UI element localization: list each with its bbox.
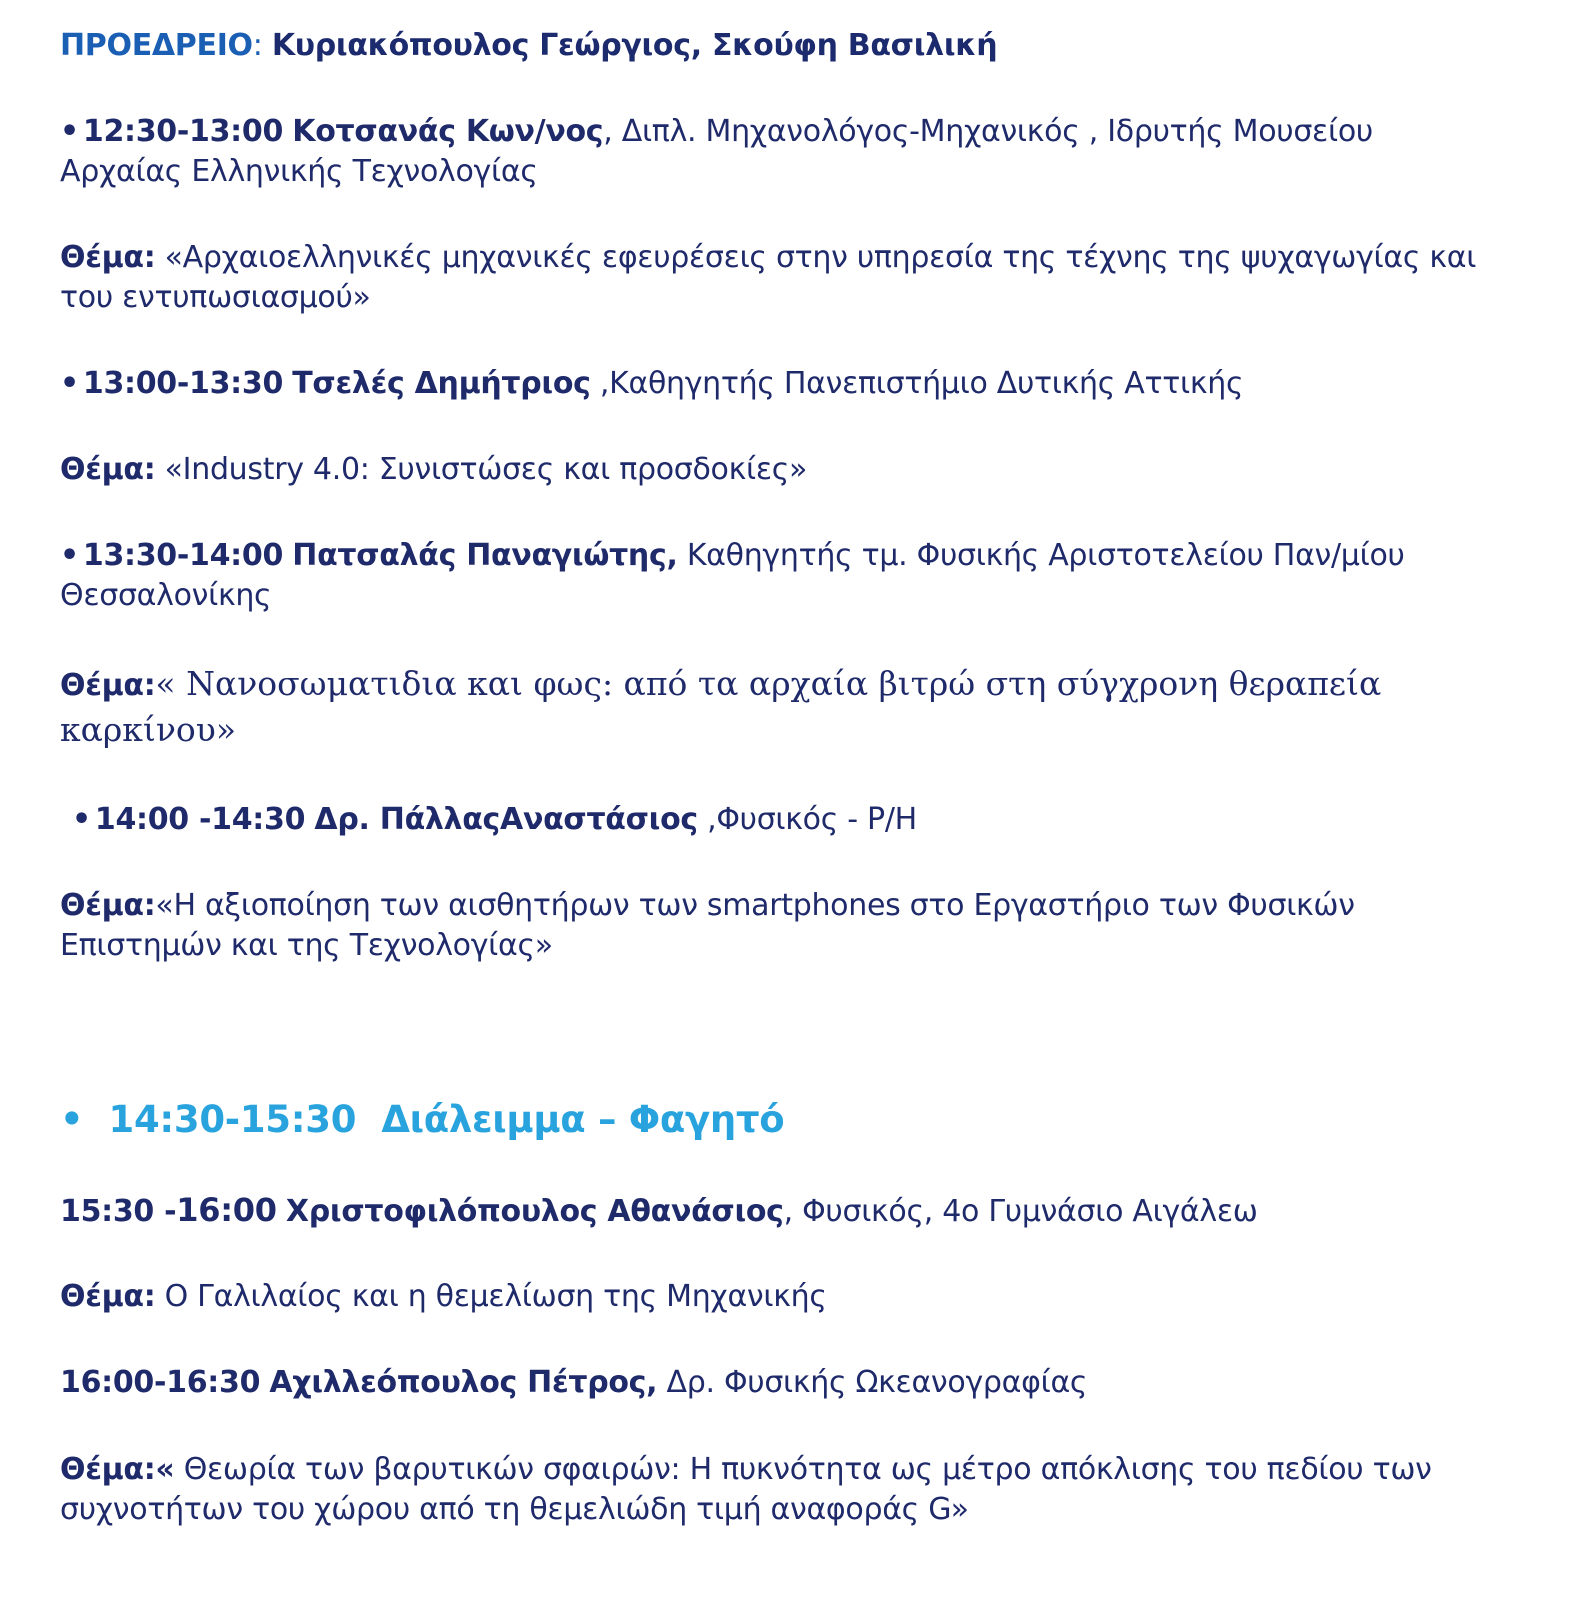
talk-3-topic-text: « Νανοσωματιδια και φως: από τα αρχαία βιτρώ στη σύγχρονη θεραπεία [155,664,1382,703]
afternoon-talk-2-topic-cont: συχνοτήτων του χώρου από τη θεμελιώδη τιμή αναφοράς G» [60,1492,969,1527]
topic-label: Θέμα: [60,452,156,487]
talk-2-affiliation: ,Καθηγητής Πανεπιστήμιο Δυτικής Αττικής [590,366,1244,401]
topic-label: Θέμα: [60,1279,156,1314]
talk-4-time: 14:00 -14:30 [94,802,306,837]
afternoon-talk-2-affiliation: Δρ. Φυσικής Ωκεανογραφίας [657,1365,1088,1400]
afternoon-talk-1-speaker: Χριστοφιλόπουλος Αθανάσιος [285,1194,784,1229]
talk-2-topic [60,450,807,490]
talk-1-affiliation-cont: Αρχαίας Ελληνικής Τεχνολογίας [60,154,538,189]
talk-4-affiliation: ,Φυσικός - Ρ/Η [697,802,917,837]
afternoon-talk-1-time-end: 16:00 [176,1191,277,1229]
talk-2-speaker: Τσελές Δημήτριος [292,366,591,401]
talk-4-topic-text: «Η αξιοποίηση των αισθητήρων των smartphones στο Εργαστήριο των Φυσικών [155,888,1355,923]
presidium-line [60,26,997,66]
afternoon-talk-2-time: 16:00-16:30 [60,1365,261,1400]
bullet-icon: • [60,538,79,573]
talk-3-header [60,536,1405,576]
talk-3-time: 13:30-14:00 [82,538,284,573]
talk-3-topic-cont: καρκίνου» [60,710,237,749]
talk-2-header [60,364,1243,404]
bullet-icon: • [60,1098,84,1141]
topic-label: Θέμα:« [60,1452,175,1487]
afternoon-talk-1-header [60,1190,1258,1232]
presidium-names: Κυριακόπουλος Γεώργιος, Σκούφη Βασιλική [271,28,998,63]
bullet-icon: • [60,366,79,401]
talk-3-affiliation: Καθηγητής τμ. Φυσικής Αριστοτελείου Παν/μίου [677,538,1405,573]
talk-1-affiliation: , Διπλ. Μηχανολόγος-Μηχανικός , Ιδρυτής Μουσείου [603,114,1373,149]
talk-4-speaker: Δρ. ΠάλλαςΑναστάσιος [314,802,698,837]
talk-1-topic-text: «Αρχαιοελληνικές μηχανικές εφευρέσεις στην υπηρεσία της τέχνης της ψυχαγωγίας και [155,240,1477,275]
talk-4-topic [60,886,1355,926]
afternoon-talk-2-topic [60,1450,1432,1490]
presidium-label: ΠΡΟΕΔΡΕΙΟ [60,28,253,63]
afternoon-talk-1-time-start: 15:30 - [60,1194,177,1229]
talk-1-topic-cont: του εντυπωσιασμού» [60,280,371,315]
break-label: Διάλειμμα – Φαγητό [381,1098,785,1141]
talk-1-speaker: Κοτσανάς Κων/νος [292,114,604,149]
afternoon-talk-2-topic-text: Θεωρία των βαρυτικών σφαιρών: Η πυκνότητα ως μέτρο απόκλισης του πεδίου των [174,1452,1432,1487]
talk-2-time: 13:00-13:30 [82,366,284,401]
talk-1-header [60,112,1373,152]
talk-1-time: 12:30-13:00 [82,114,284,149]
talk-3-topic [60,664,1381,706]
presidium-colon: : [252,28,272,63]
talk-3-affiliation-cont: Θεσσαλονίκης [60,578,272,613]
talk-3-speaker: Πατσαλάς Παναγιώτης, [292,538,678,573]
topic-label: Θέμα: [60,240,156,275]
bullet-icon: • [72,802,91,837]
talk-2-topic-text: «Industry 4.0: Συνιστώσες και προσδοκίες» [155,452,808,487]
lunch-break-line [60,1097,784,1143]
break-time: 14:30-15:30 [108,1098,357,1141]
talk-4-topic-cont: Επιστημών και της Τεχνολογίας» [60,928,553,963]
afternoon-talk-1-topic-text: Ο Γαλιλαίος και η θεμελίωση της Μηχανικής [155,1279,827,1314]
bullet-icon: • [60,114,79,149]
talk-4-header [72,800,917,840]
afternoon-talk-1-affiliation: , Φυσικός, 4ο Γυμνάσιο Αιγάλεω [783,1194,1258,1229]
afternoon-talk-2-header [60,1363,1087,1403]
talk-1-topic [60,238,1476,278]
afternoon-talk-2-speaker: Αχιλλεόπουλος Πέτρος, [269,1365,658,1400]
afternoon-talk-1-topic [60,1277,827,1317]
topic-label: Θέμα: [60,888,156,923]
topic-label: Θέμα: [60,668,156,703]
